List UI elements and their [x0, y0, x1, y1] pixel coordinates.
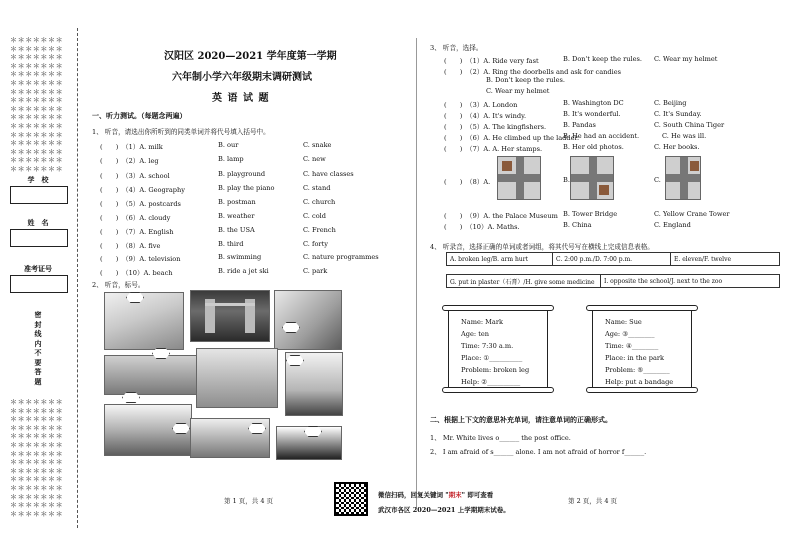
- promo-keyword: 期末: [448, 491, 462, 499]
- option-c: C. church: [303, 198, 336, 206]
- answer-paren[interactable]: ( ): [100, 186, 119, 194]
- table-cell: C. 2:00 p.m./D. 7:00 p.m.: [553, 253, 671, 266]
- option-a: （9）A. the Palace Museum: [466, 212, 558, 220]
- option-c: C. Beijing: [654, 99, 687, 107]
- answer-paren[interactable]: ( ): [100, 172, 119, 180]
- option-c: C. Wear my helmet: [486, 87, 550, 95]
- option-a: （8）A. five: [122, 242, 161, 250]
- promo-text: 微信扫码，回复关键词 ": [378, 491, 449, 499]
- scroll-roll: [586, 387, 698, 393]
- binding-star-border-bottom: ＊＊＊＊＊＊＊ ＊＊＊＊＊＊＊ ＊＊＊＊＊＊＊ ＊＊＊＊＊＊＊ ＊＊＊＊＊＊＊ ＊＊＊＊＊＊＊ ＊＊＊＊＊＊＊ ＊＊＊＊＊＊＊ ＊＊＊＊＊＊＊ ＊＊＊＊＊＊＊ ＊＊＊＊＊＊＊ ＊＊＊＊＊＊＊ ＊＊＊＊＊＊＊ ＊＊＊＊＊＊＊: [10, 398, 64, 518]
- answer-paren[interactable]: ( ): [100, 255, 119, 263]
- answer-paren[interactable]: ( ): [444, 178, 463, 186]
- option-b: B. Don't keep the rules.: [486, 76, 565, 84]
- option-b: B. weather: [218, 212, 255, 220]
- option-c: C. park: [303, 267, 328, 275]
- option-c: C. He was ill.: [662, 132, 707, 140]
- option-b: B. the USA: [218, 226, 255, 234]
- picture-tower-bridge: [190, 290, 270, 342]
- option-b: B. swimming: [218, 253, 262, 261]
- option-c: C. England: [654, 221, 691, 229]
- option-a: （7）A. A. Her stamps.: [466, 145, 543, 153]
- option-c: C. snake: [303, 141, 332, 149]
- scroll-roll: [442, 387, 554, 393]
- option-c: C. nature programmes: [303, 253, 379, 261]
- answer-paren[interactable]: ( ): [100, 157, 119, 165]
- option-b: B. He had an accident.: [563, 132, 640, 140]
- option-a: （4）A. It's windy.: [466, 112, 527, 120]
- name-label: 姓 名: [27, 218, 49, 227]
- card-line: Problem: broken leg: [461, 366, 530, 374]
- q4-option-table-row2: [446, 274, 780, 288]
- option-a: （5）A. The kingfishers.: [466, 123, 547, 131]
- q1-stem: 1、 听音，请选出你所听到的同类单词并将代号填入括号中。: [92, 128, 270, 136]
- exam-title-line3: 英 语 试 题: [212, 93, 270, 104]
- q3-stem: 3、 听音，选择。: [430, 44, 483, 52]
- option-c: C.: [654, 176, 661, 184]
- info-card-mark: [448, 308, 548, 390]
- option-c: C. cold: [303, 212, 326, 220]
- option-b: B. third: [218, 240, 244, 248]
- q2-stem: 2、 听音，标号。: [92, 281, 145, 289]
- option-a: （9）A. television: [122, 255, 181, 263]
- option-a: （4）A. Geography: [122, 186, 185, 194]
- option-a: （2）A. leg: [122, 157, 159, 165]
- table-cell: E. eleven/F. twelve: [671, 253, 780, 266]
- option-b: B. Don't keep the rules.: [563, 55, 642, 63]
- answer-paren[interactable]: ( ): [444, 145, 463, 153]
- card-blank[interactable]: Help: ②__________: [461, 378, 521, 386]
- option-c: C. new: [303, 155, 326, 163]
- option-a: （8）A.: [466, 178, 491, 186]
- exam-title-line2: 六年制小学六年级期末调研测试: [172, 72, 312, 83]
- card-line: Name: Mark: [461, 318, 504, 326]
- answer-paren[interactable]: ( ): [100, 242, 119, 250]
- q4-option-table-row1: [446, 252, 780, 266]
- option-b: B. Pandas: [563, 121, 596, 129]
- option-a: （2）A. Ring the doorbells and ask for candies: [466, 68, 622, 76]
- option-a: （7）A. English: [122, 228, 174, 236]
- binding-cut-line: [77, 28, 78, 528]
- answer-paren[interactable]: ( ): [100, 228, 119, 236]
- map-option-b: [570, 156, 614, 200]
- option-b: B. ride a jet ski: [218, 267, 269, 275]
- option-c: C. Yellow Crane Tower: [654, 210, 730, 218]
- info-card-sue: [592, 308, 692, 390]
- card-line: Place: in the park: [605, 354, 665, 362]
- option-a: （3）A. London: [466, 101, 518, 109]
- picture-street-scene: [104, 292, 184, 350]
- answer-paren[interactable]: ( ): [444, 112, 463, 120]
- option-c: C. It's Sunday.: [654, 110, 702, 118]
- answer-paren[interactable]: ( ): [444, 57, 463, 65]
- card-line: Name: Sue: [605, 318, 642, 326]
- answer-paren[interactable]: ( ): [100, 269, 119, 277]
- card-blank[interactable]: Place: ①__________: [461, 354, 523, 362]
- binding-star-border-left: ＊＊＊＊＊＊＊ ＊＊＊＊＊＊＊ ＊＊＊＊＊＊＊ ＊＊＊＊＊＊＊ ＊＊＊＊＊＊＊ ＊＊＊＊＊＊＊ ＊＊＊＊＊＊＊ ＊＊＊＊＊＊＊ ＊＊＊＊＊＊＊ ＊＊＊＊＊＊＊ ＊＊＊＊＊＊＊ ＊＊＊＊＊＊＊ ＊＊＊＊＊＊＊ ＊＊＊＊＊＊＊ ＊＊＊＊＊＊＊ ＊＊＊＊＊＊＊: [10, 36, 64, 173]
- option-c: C. stand: [303, 184, 331, 192]
- school-label: 学 校: [27, 175, 49, 184]
- section2-q1[interactable]: 1、 Mr. White lives o______ the post office.: [430, 434, 571, 442]
- table-row: [447, 253, 780, 266]
- card-line: Time: 7:30 a.m.: [461, 342, 514, 350]
- scroll-roll: [586, 305, 698, 311]
- wechat-promo-line2: 武汉市各区 2020—2021 上学期期末试卷。: [378, 506, 510, 514]
- answer-paren[interactable]: ( ): [100, 200, 119, 208]
- page2-footer: 第 2 页，共 4 页: [568, 497, 618, 505]
- exam-number-label: 准考证号: [24, 264, 52, 273]
- card-blank[interactable]: Age: ③________: [605, 330, 655, 338]
- map-option-c: [665, 156, 701, 200]
- exam-number-field[interactable]: [10, 275, 68, 293]
- name-field[interactable]: [10, 229, 68, 247]
- option-b: B. lamp: [218, 155, 244, 163]
- option-a: （10）A. beach: [122, 269, 173, 277]
- option-c: C. South China Tiger: [654, 121, 725, 129]
- card-blank[interactable]: Time: ④________: [605, 342, 659, 350]
- option-b: B. postman: [218, 198, 256, 206]
- seal-line-notice: 密 封 线 内 不 要 答 题: [34, 310, 42, 386]
- option-c: C. forty: [303, 240, 328, 248]
- option-b: B. It's wonderful.: [563, 110, 621, 118]
- section1-heading: 一、听力测试。（每题念两遍）: [92, 111, 187, 120]
- option-b: B. China: [563, 221, 592, 229]
- promo-text: " 即可查看: [461, 491, 494, 499]
- option-a: （6）A. cloudy: [122, 214, 171, 222]
- q4-stem: 4、 听录音，选择正确的单词或者词组，将其代号写在横线上完成信息表格。: [430, 243, 654, 251]
- option-c: C. have classes: [303, 170, 354, 178]
- section2-heading: 二、根据上下文的意思补充单词，请注意单词的正确形式。: [430, 415, 612, 424]
- wechat-promo-line1: [378, 490, 493, 499]
- exam-title-line1: 汉阳区 2020—2021 学年度第一学期: [164, 51, 337, 62]
- answer-paren[interactable]: ( ): [444, 101, 463, 109]
- option-b: B. play the piano: [218, 184, 275, 192]
- map-option-a: [497, 156, 541, 200]
- option-b: B. playground: [218, 170, 266, 178]
- table-cell: A. broken leg/B. arm hurt: [447, 253, 553, 266]
- answer-paren[interactable]: ( ): [444, 212, 463, 220]
- option-c: C. Wear my helmet: [654, 55, 718, 63]
- card-line: Help: put a bandage: [605, 378, 674, 386]
- answer-paren[interactable]: ( ): [100, 214, 119, 222]
- option-a: （5）A. postcards: [122, 200, 181, 208]
- option-b: B.: [563, 176, 570, 184]
- table-cell: G. put in plaster（石膏）/H. give some medicine: [447, 275, 601, 288]
- picture-dinner-table: [196, 348, 278, 408]
- option-b: B. Tower Bridge: [563, 210, 618, 218]
- answer-paren[interactable]: ( ): [444, 68, 463, 76]
- answer-paren[interactable]: ( ): [444, 123, 463, 131]
- answer-paren[interactable]: ( ): [444, 223, 463, 231]
- page-divider: [416, 38, 417, 508]
- picture-people-walking: [274, 290, 342, 350]
- section2-q2[interactable]: 2、 I am afraid of s______ alone. I am not afraid of horror f______.: [430, 448, 647, 456]
- option-a: （10）A. Maths.: [466, 223, 520, 231]
- option-a: （1）A. milk: [122, 143, 163, 151]
- option-a: （3）A. school: [122, 172, 170, 180]
- option-b: B. Washington DC: [563, 99, 624, 107]
- picture-family-winter: [104, 355, 198, 395]
- option-b: B. our: [218, 141, 239, 149]
- card-blank[interactable]: Problem: ⑤________: [605, 366, 670, 374]
- table-cell: I. opposite the school/J. next to the zoo: [601, 275, 780, 288]
- school-field[interactable]: [10, 186, 68, 204]
- answer-paren[interactable]: ( ): [100, 143, 119, 151]
- option-a: （1）A. Ride very fast: [466, 57, 539, 65]
- option-c: C. Her books.: [654, 143, 700, 151]
- answer-paren[interactable]: ( ): [444, 134, 463, 142]
- card-line: Age: ten: [461, 330, 490, 338]
- scroll-roll: [442, 305, 554, 311]
- option-c: C. French: [303, 226, 336, 234]
- option-a: （6）A. He climbed up the ladder.: [466, 134, 580, 142]
- option-b: B. Her old photos.: [563, 143, 624, 151]
- qr-code-icon[interactable]: [334, 482, 368, 516]
- page1-footer: 第 1 页，共 4 页: [224, 497, 274, 505]
- table-row: [447, 275, 780, 288]
